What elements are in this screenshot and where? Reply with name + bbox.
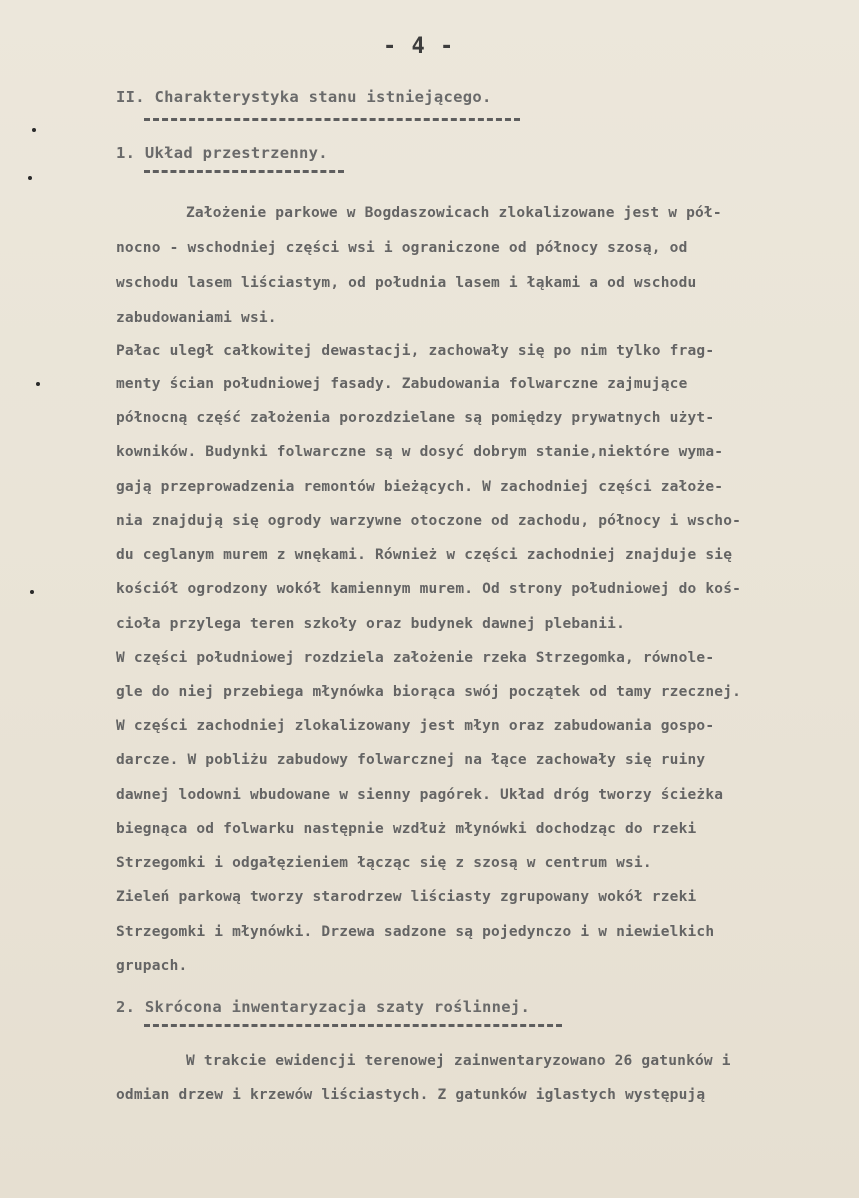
paragraph-line: darcze. W pobliżu zabudowy folwarcznej na łące zachowały się ruiny (116, 752, 706, 768)
paragraph-line: menty ścian południowej fasady. Zabudowania folwarczne zajmujące (116, 376, 688, 392)
paragraph-line: Pałac uległ całkowitej dewastacji, zachowały się po nim tylko frag- (116, 343, 715, 359)
subsection-1-underline (144, 170, 344, 173)
subsection-2-title: 2. Skrócona inwentaryzacja szaty roślinnej. (116, 998, 531, 1016)
page-number: - 4 - (383, 34, 455, 59)
section-title-underline (144, 118, 520, 121)
paragraph-line: gają przeprowadzenia remontów bieżących. W zachodniej części założe- (116, 479, 724, 495)
paragraph-line: W części zachodniej zlokalizowany jest młyn oraz zabudowania gospo- (116, 718, 715, 734)
binder-hole-mark (36, 382, 40, 386)
subsection-1-title: 1. Układ przestrzenny. (116, 144, 328, 162)
paragraph-line: biegnąca od folwarku następnie wzdłuż młynówki dochodząc do rzeki (116, 821, 697, 837)
paragraph-line: odmian drzew i krzewów liściastych. Z gatunków iglastych występują (116, 1087, 706, 1103)
paragraph-line: kościół ogrodzony wokół kamiennym murem. Od strony południowej do koś- (116, 581, 742, 597)
binder-hole-mark (32, 128, 36, 132)
paragraph-line: dawnej lodowni wbudowane w sienny pagórek. Układ dróg tworzy ścieżka (116, 787, 724, 803)
paragraph-line: W części południowej rozdziela założenie rzeka Strzegomka, równole- (116, 650, 715, 666)
paragraph-line: gle do niej przebiega młynówka biorąca swój początek od tamy rzecznej. (116, 684, 742, 700)
paragraph-line: zabudowaniami wsi. (116, 310, 277, 326)
paragraph-line: nia znajdują się ogrody warzywne otoczone od zachodu, północy i wscho- (116, 513, 742, 529)
paragraph-line: cioła przylega teren szkoły oraz budynek dawnej plebanii. (116, 616, 625, 632)
paragraph-line: kowników. Budynki folwarczne są w dosyć dobrym stanie,niektóre wyma- (116, 444, 724, 460)
paragraph-line: W trakcie ewidencji terenowej zainwentaryzowano 26 gatunków i (186, 1053, 731, 1069)
paragraph-line: Strzegomki i młynówki. Drzewa sadzone są pojedynczo i w niewielkich (116, 924, 715, 940)
section-title: II. Charakterystyka stanu istniejącego. (116, 88, 492, 106)
paragraph-line: wschodu lasem liściastym, od południa lasem i łąkami a od wschodu (116, 275, 697, 291)
paragraph-line: du ceglanym murem z wnękami. Również w części zachodniej znajduje się (116, 547, 733, 563)
binder-hole-mark (30, 590, 34, 594)
paragraph-line: grupach. (116, 958, 188, 974)
paragraph-line: Założenie parkowe w Bogdaszowicach zlokalizowane jest w pół- (186, 205, 722, 221)
paragraph-line: nocno - wschodniej części wsi i ograniczone od północy szosą, od (116, 240, 688, 256)
subsection-2-underline (144, 1024, 562, 1027)
paragraph-line: północną część założenia porozdzielane są pomiędzy prywatnych użyt- (116, 410, 715, 426)
binder-hole-mark (28, 176, 32, 180)
paragraph-line: Strzegomki i odgałęzieniem łącząc się z szosą w centrum wsi. (116, 855, 652, 871)
paragraph-line: Zieleń parkową tworzy starodrzew liściasty zgrupowany wokół rzeki (116, 889, 697, 905)
